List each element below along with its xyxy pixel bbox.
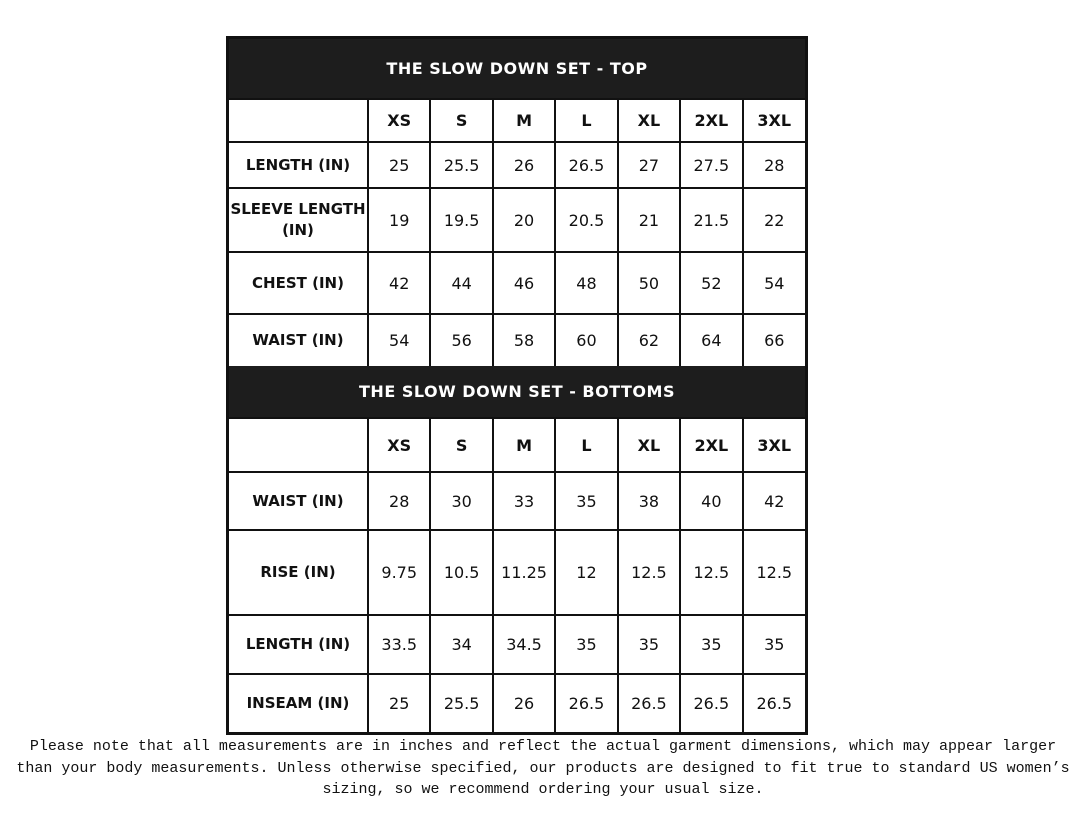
measurement-row [229, 472, 805, 530]
measurement-value: 25.5 [430, 674, 492, 732]
top-size-table [229, 100, 805, 366]
measurement-value: 12.5 [743, 530, 805, 615]
size-header-cell: M [493, 419, 555, 472]
measurement-value: 30 [430, 472, 492, 530]
size-header-cell: XS [368, 100, 430, 142]
measurement-value: 33.5 [368, 615, 430, 674]
measurement-label: LENGTH (IN) [229, 142, 368, 188]
size-header-cell: 2XL [680, 419, 742, 472]
measurement-value: 35 [618, 615, 680, 674]
measurement-value: 26.5 [680, 674, 742, 732]
measurement-value: 44 [430, 252, 492, 314]
size-header-cell: 2XL [680, 100, 742, 142]
measurement-value: 27.5 [680, 142, 742, 188]
measurement-label: INSEAM (IN) [229, 674, 368, 732]
measurement-label: WAIST (IN) [229, 472, 368, 530]
size-header-cell: XL [618, 419, 680, 472]
measurement-value: 40 [680, 472, 742, 530]
measurement-value: 62 [618, 314, 680, 366]
measurement-value: 12 [555, 530, 617, 615]
size-header-row [229, 100, 805, 142]
measurement-value: 25.5 [430, 142, 492, 188]
measurement-value: 27 [618, 142, 680, 188]
size-header-cell: L [555, 419, 617, 472]
measurement-value: 42 [368, 252, 430, 314]
size-header-cell: XL [618, 100, 680, 142]
measurement-value: 10.5 [430, 530, 492, 615]
measurement-label: CHEST (IN) [229, 252, 368, 314]
measurement-value: 28 [368, 472, 430, 530]
measurement-value: 11.25 [493, 530, 555, 615]
measurement-value: 50 [618, 252, 680, 314]
measurement-value: 12.5 [618, 530, 680, 615]
measurement-value: 46 [493, 252, 555, 314]
size-header-cell: 3XL [743, 419, 805, 472]
measurement-value: 48 [555, 252, 617, 314]
measurement-value: 54 [743, 252, 805, 314]
measurement-value: 9.75 [368, 530, 430, 615]
measurement-row [229, 674, 805, 732]
measurement-value: 26.5 [743, 674, 805, 732]
measurement-row [229, 314, 805, 366]
measurement-value: 35 [743, 615, 805, 674]
bottoms-table-title: THE SLOW DOWN SET - BOTTOMS [229, 366, 805, 419]
measurement-value: 35 [555, 472, 617, 530]
measurement-value: 54 [368, 314, 430, 366]
size-chart [226, 36, 808, 735]
measurement-value: 35 [680, 615, 742, 674]
measurement-value: 21.5 [680, 188, 742, 252]
measurement-value: 64 [680, 314, 742, 366]
measurement-value: 26 [493, 142, 555, 188]
measurement-label: RISE (IN) [229, 530, 368, 615]
measurement-value: 28 [743, 142, 805, 188]
measurement-value: 25 [368, 674, 430, 732]
bottoms-size-table [229, 419, 805, 732]
measurement-value: 25 [368, 142, 430, 188]
measurement-value: 26.5 [618, 674, 680, 732]
measurement-value: 56 [430, 314, 492, 366]
size-header-cell: S [430, 100, 492, 142]
measurement-value: 19.5 [430, 188, 492, 252]
measurement-label: LENGTH (IN) [229, 615, 368, 674]
measurement-row [229, 142, 805, 188]
measurement-value: 26.5 [555, 142, 617, 188]
measurement-value: 20 [493, 188, 555, 252]
measurement-value: 58 [493, 314, 555, 366]
measurement-value: 26 [493, 674, 555, 732]
measurement-value: 20.5 [555, 188, 617, 252]
measurement-value: 26.5 [555, 674, 617, 732]
measurement-note: Please note that all measurements are in inches and reflect the actual garment dimensions, which may appear larger than your body measurements. Unless otherwise specified, our products are designed to fit true to standard US women’s sizing, so we recommend ordering your usual size. [16, 738, 1070, 798]
measurement-row [229, 615, 805, 674]
measurement-value: 34.5 [493, 615, 555, 674]
measurement-value: 12.5 [680, 530, 742, 615]
measurement-value: 66 [743, 314, 805, 366]
measurement-row [229, 252, 805, 314]
measurement-value: 38 [618, 472, 680, 530]
size-header-cell: 3XL [743, 100, 805, 142]
measurement-value: 60 [555, 314, 617, 366]
measurement-label: WAIST (IN) [229, 314, 368, 366]
measurement-row [229, 188, 805, 252]
measurement-value: 52 [680, 252, 742, 314]
size-header-cell: XS [368, 419, 430, 472]
size-header-cell: S [430, 419, 492, 472]
measurement-value: 42 [743, 472, 805, 530]
size-header-cell: L [555, 100, 617, 142]
measurement-value: 35 [555, 615, 617, 674]
size-header-row [229, 419, 805, 472]
measurement-value: 22 [743, 188, 805, 252]
header-blank-cell [229, 100, 368, 142]
measurement-value: 21 [618, 188, 680, 252]
header-blank-cell [229, 419, 368, 472]
size-header-cell: M [493, 100, 555, 142]
top-table-title: THE SLOW DOWN SET - TOP [229, 39, 805, 100]
measurement-row [229, 530, 805, 615]
measurement-value: 34 [430, 615, 492, 674]
measurement-label: SLEEVE LENGTH (IN) [229, 188, 368, 252]
measurement-value: 33 [493, 472, 555, 530]
measurement-value: 19 [368, 188, 430, 252]
